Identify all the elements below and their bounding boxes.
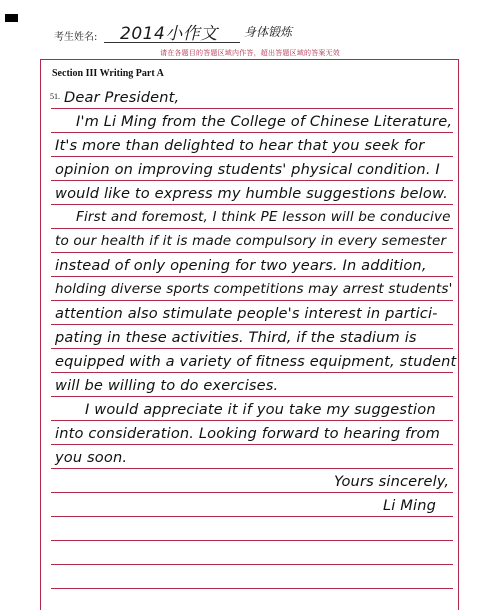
letter-line: pating in these activities. Third, if the stadium is (55, 329, 417, 346)
answer-sheet-header (0, 0, 500, 50)
letter-line: It's more than delighted to hear that you seek for (55, 137, 425, 154)
letter-line: Dear President, (64, 89, 180, 106)
ruled-line (51, 276, 453, 277)
letter-line: to our health if it is made compulsory in every semester (55, 233, 447, 249)
ruled-line (51, 468, 453, 469)
ruled-line (51, 516, 453, 517)
ruled-line (51, 324, 453, 325)
letter-line: I would appreciate it if you take my suggestion (85, 401, 436, 418)
ruled-line (51, 132, 453, 133)
ruled-line (51, 492, 453, 493)
candidate-name-value: 2014小作文 (120, 24, 218, 44)
ruled-line (51, 300, 453, 301)
letter-signature: Li Ming (383, 497, 437, 514)
ruled-line (51, 156, 453, 157)
letter-line: First and foremost, I think PE lesson will be conducive (76, 209, 451, 225)
letter-line: opinion on improving students' physical condition. I (55, 161, 440, 178)
ruled-line (51, 444, 453, 445)
ruled-line (51, 252, 453, 253)
ruled-line (51, 540, 453, 541)
letter-line: equipped with a variety of fitness equipment, student (55, 353, 457, 370)
ruled-line (51, 372, 453, 373)
answer-area-notice: 请在各题目的答题区域内作答，超出答题区域的答案无效 (160, 49, 340, 57)
ruled-line (51, 396, 453, 397)
ruled-line (51, 228, 453, 229)
candidate-name-suffix: 身体锻炼 (244, 25, 293, 39)
ruled-line (51, 420, 453, 421)
ruled-line (51, 588, 453, 589)
question-number: 51. (50, 92, 60, 101)
letter-line: you soon. (55, 449, 128, 466)
candidate-name-label: 考生姓名: (54, 32, 98, 43)
letter-line: into consideration. Looking forward to hearing from (55, 425, 440, 442)
letter-line: I'm Li Ming from the College of Chinese Literature, (76, 113, 453, 130)
section-title: Section III Writing Part A (52, 68, 164, 79)
letter-line: instead of only opening for two years. In addition, (55, 257, 427, 274)
letter-line: holding diverse sports competitions may arrest students' (55, 281, 453, 297)
ruled-line (51, 204, 453, 205)
ruled-line (51, 180, 453, 181)
letter-line: attention also stimulate people's interest in partici- (55, 305, 438, 322)
letter-line: will be willing to do exercises. (55, 377, 279, 394)
ruled-line (51, 348, 453, 349)
ruled-line (51, 108, 453, 109)
letter-closing: Yours sincerely, (334, 473, 450, 490)
ruled-line (51, 564, 453, 565)
letter-line: would like to express my humble suggestions below. (55, 185, 448, 202)
